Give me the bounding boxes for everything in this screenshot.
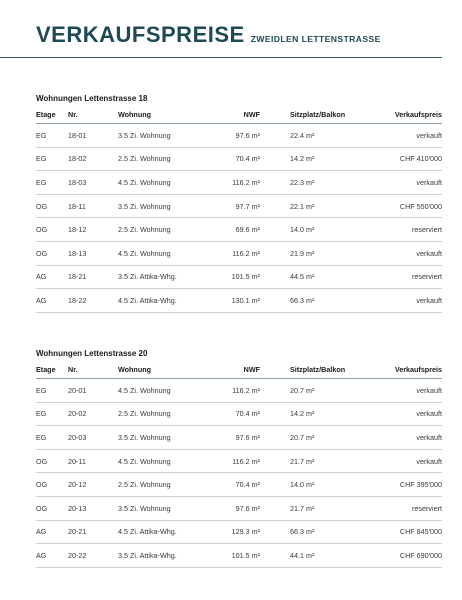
cell-nwf: 97.6 m²	[190, 124, 260, 148]
cell-sitzplatz: 21.7 m²	[290, 496, 360, 520]
cell-verkaufspreis: CHF 845'000	[360, 520, 442, 544]
cell-etage: AG	[36, 289, 68, 313]
cell-verkaufspreis: verkauft	[360, 449, 442, 473]
cell-sitzplatz: 21.7 m²	[290, 449, 360, 473]
table-row	[36, 124, 442, 148]
cell-etage: OG	[36, 449, 68, 473]
cell-verkaufspreis: verkauft	[360, 289, 442, 313]
cell-nwf: 116.2 m²	[190, 241, 260, 265]
section-lettenstrasse-18	[36, 92, 442, 313]
cell-nr: 20-12	[68, 473, 118, 497]
cell-etage: AG	[36, 544, 68, 568]
cell-sitzplatz: 66.3 m²	[290, 520, 360, 544]
cell-nr: 20-21	[68, 520, 118, 544]
cell-sitzplatz: 14.2 m²	[290, 402, 360, 426]
col-header-verkaufspreis: Verkaufspreis	[360, 106, 442, 124]
cell-nwf: 70.4 m²	[190, 473, 260, 497]
cell-nr: 20-03	[68, 426, 118, 450]
col-header-wohnung: Wohnung	[118, 106, 190, 124]
cell-nr: 18-22	[68, 289, 118, 313]
table-header-row	[36, 361, 442, 379]
cell-nwf: 70.4 m²	[190, 402, 260, 426]
col-header-etage: Etage	[36, 361, 68, 379]
cell-nr: 18-13	[68, 241, 118, 265]
col-header-verkaufspreis: Verkaufspreis	[360, 361, 442, 379]
cell-wohnung: 3.5 Zi. Attika-Whg.	[118, 265, 190, 289]
cell-etage: OG	[36, 194, 68, 218]
cell-nr: 18-01	[68, 124, 118, 148]
table-row	[36, 265, 442, 289]
table-header-row	[36, 106, 442, 124]
cell-nwf: 70.4 m²	[190, 147, 260, 171]
cell-nwf: 101.5 m²	[190, 544, 260, 568]
cell-wohnung: 3.5 Zi. Wohnung	[118, 496, 190, 520]
cell-sitzplatz: 14.0 m²	[290, 218, 360, 242]
cell-nr: 20-13	[68, 496, 118, 520]
cell-sitzplatz: 44.1 m²	[290, 544, 360, 568]
cell-sitzplatz: 14.2 m²	[290, 147, 360, 171]
col-header-sitzplatz: Sitzplatz/Balkon	[290, 106, 360, 124]
section-lettenstrasse-20	[36, 347, 442, 568]
cell-wohnung: 4.5 Zi. Wohnung	[118, 379, 190, 403]
section-title: Wohnungen Lettenstrasse 18	[36, 94, 148, 103]
cell-verkaufspreis: verkauft	[360, 171, 442, 195]
cell-verkaufspreis: reserviert	[360, 496, 442, 520]
cell-nwf: 97.7 m²	[190, 194, 260, 218]
cell-sitzplatz: 22.4 m²	[290, 124, 360, 148]
cell-verkaufspreis: verkauft	[360, 402, 442, 426]
price-table	[36, 106, 442, 313]
cell-nr: 18-11	[68, 194, 118, 218]
cell-sitzplatz: 20.7 m²	[290, 426, 360, 450]
cell-sitzplatz: 22.1 m²	[290, 194, 360, 218]
cell-nwf: 116.2 m²	[190, 171, 260, 195]
cell-wohnung: 4.5 Zi. Wohnung	[118, 449, 190, 473]
col-header-nr: Nr.	[68, 106, 118, 124]
cell-nr: 20-22	[68, 544, 118, 568]
cell-verkaufspreis: CHF 395'000	[360, 473, 442, 497]
cell-nr: 18-02	[68, 147, 118, 171]
cell-nr: 18-12	[68, 218, 118, 242]
cell-nr: 18-03	[68, 171, 118, 195]
cell-verkaufspreis: reserviert	[360, 265, 442, 289]
cell-nwf: 97.6 m²	[190, 496, 260, 520]
table-row	[36, 473, 442, 497]
cell-nwf: 116.2 m²	[190, 449, 260, 473]
cell-nwf: 69.6 m²	[190, 218, 260, 242]
cell-wohnung: 2.5 Zi. Wohnung	[118, 218, 190, 242]
header-divider	[0, 57, 442, 58]
cell-etage: EG	[36, 124, 68, 148]
cell-wohnung: 3.5 Zi. Wohnung	[118, 426, 190, 450]
col-header-sitzplatz: Sitzplatz/Balkon	[290, 361, 360, 379]
table-body	[36, 124, 442, 313]
price-table	[36, 361, 442, 568]
table-body	[36, 379, 442, 568]
cell-verkaufspreis: verkauft	[360, 124, 442, 148]
cell-nwf: 130.1 m²	[190, 289, 260, 313]
cell-verkaufspreis: verkauft	[360, 426, 442, 450]
cell-verkaufspreis: verkauft	[360, 379, 442, 403]
table-row	[36, 520, 442, 544]
cell-wohnung: 3.5 Zi. Wohnung	[118, 124, 190, 148]
cell-verkaufspreis: CHF 690'000	[360, 544, 442, 568]
table-row	[36, 147, 442, 171]
table-row	[36, 379, 442, 403]
cell-etage: AG	[36, 520, 68, 544]
cell-sitzplatz: 20.7 m²	[290, 379, 360, 403]
table-row	[36, 496, 442, 520]
cell-nwf: 129.3 m²	[190, 520, 260, 544]
col-header-etage: Etage	[36, 106, 68, 124]
page-subtitle: ZWEIDLEN LETTENSTRASSE	[250, 34, 381, 44]
cell-sitzplatz: 22.3 m²	[290, 171, 360, 195]
cell-wohnung: 4.5 Zi. Attika-Whg.	[118, 520, 190, 544]
table-row	[36, 289, 442, 313]
table-row	[36, 241, 442, 265]
cell-verkaufspreis: reserviert	[360, 218, 442, 242]
col-header-nr: Nr.	[68, 361, 118, 379]
cell-wohnung: 2.5 Zi. Wohnung	[118, 147, 190, 171]
cell-nwf: 97.6 m²	[190, 426, 260, 450]
cell-nwf: 116.2 m²	[190, 379, 260, 403]
cell-etage: EG	[36, 171, 68, 195]
cell-etage: EG	[36, 402, 68, 426]
cell-sitzplatz: 66.3 m²	[290, 289, 360, 313]
cell-wohnung: 2.5 Zi. Wohnung	[118, 473, 190, 497]
cell-verkaufspreis: CHF 550'000	[360, 194, 442, 218]
col-header-wohnung: Wohnung	[118, 361, 190, 379]
cell-wohnung: 4.5 Zi. Wohnung	[118, 241, 190, 265]
cell-wohnung: 4.5 Zi. Attika-Whg.	[118, 289, 190, 313]
page-title: VERKAUFSPREISE	[36, 22, 245, 47]
cell-etage: EG	[36, 379, 68, 403]
page-header	[36, 22, 381, 48]
cell-verkaufspreis: CHF 410'000	[360, 147, 442, 171]
cell-sitzplatz: 44.5 m²	[290, 265, 360, 289]
table-row	[36, 402, 442, 426]
table-row	[36, 426, 442, 450]
cell-wohnung: 2.5 Zi. Wohnung	[118, 402, 190, 426]
cell-etage: OG	[36, 473, 68, 497]
cell-sitzplatz: 14.0 m²	[290, 473, 360, 497]
table-row	[36, 544, 442, 568]
cell-verkaufspreis: verkauft	[360, 241, 442, 265]
cell-etage: EG	[36, 147, 68, 171]
cell-etage: OG	[36, 218, 68, 242]
table-row	[36, 194, 442, 218]
section-title: Wohnungen Lettenstrasse 20	[36, 349, 148, 358]
cell-nr: 20-01	[68, 379, 118, 403]
cell-etage: AG	[36, 265, 68, 289]
col-header-nwf: NWF	[190, 361, 260, 379]
cell-wohnung: 4.5 Zi. Wohnung	[118, 171, 190, 195]
col-header-nwf: NWF	[190, 106, 260, 124]
cell-nwf: 101.5 m²	[190, 265, 260, 289]
table-row	[36, 449, 442, 473]
cell-wohnung: 3.5 Zi. Attika-Whg.	[118, 544, 190, 568]
cell-nr: 18-21	[68, 265, 118, 289]
cell-etage: OG	[36, 241, 68, 265]
cell-nr: 20-11	[68, 449, 118, 473]
cell-wohnung: 3.5 Zi. Wohnung	[118, 194, 190, 218]
cell-etage: OG	[36, 496, 68, 520]
cell-nr: 20-02	[68, 402, 118, 426]
cell-etage: EG	[36, 426, 68, 450]
table-row	[36, 218, 442, 242]
cell-sitzplatz: 21.9 m²	[290, 241, 360, 265]
table-row	[36, 171, 442, 195]
